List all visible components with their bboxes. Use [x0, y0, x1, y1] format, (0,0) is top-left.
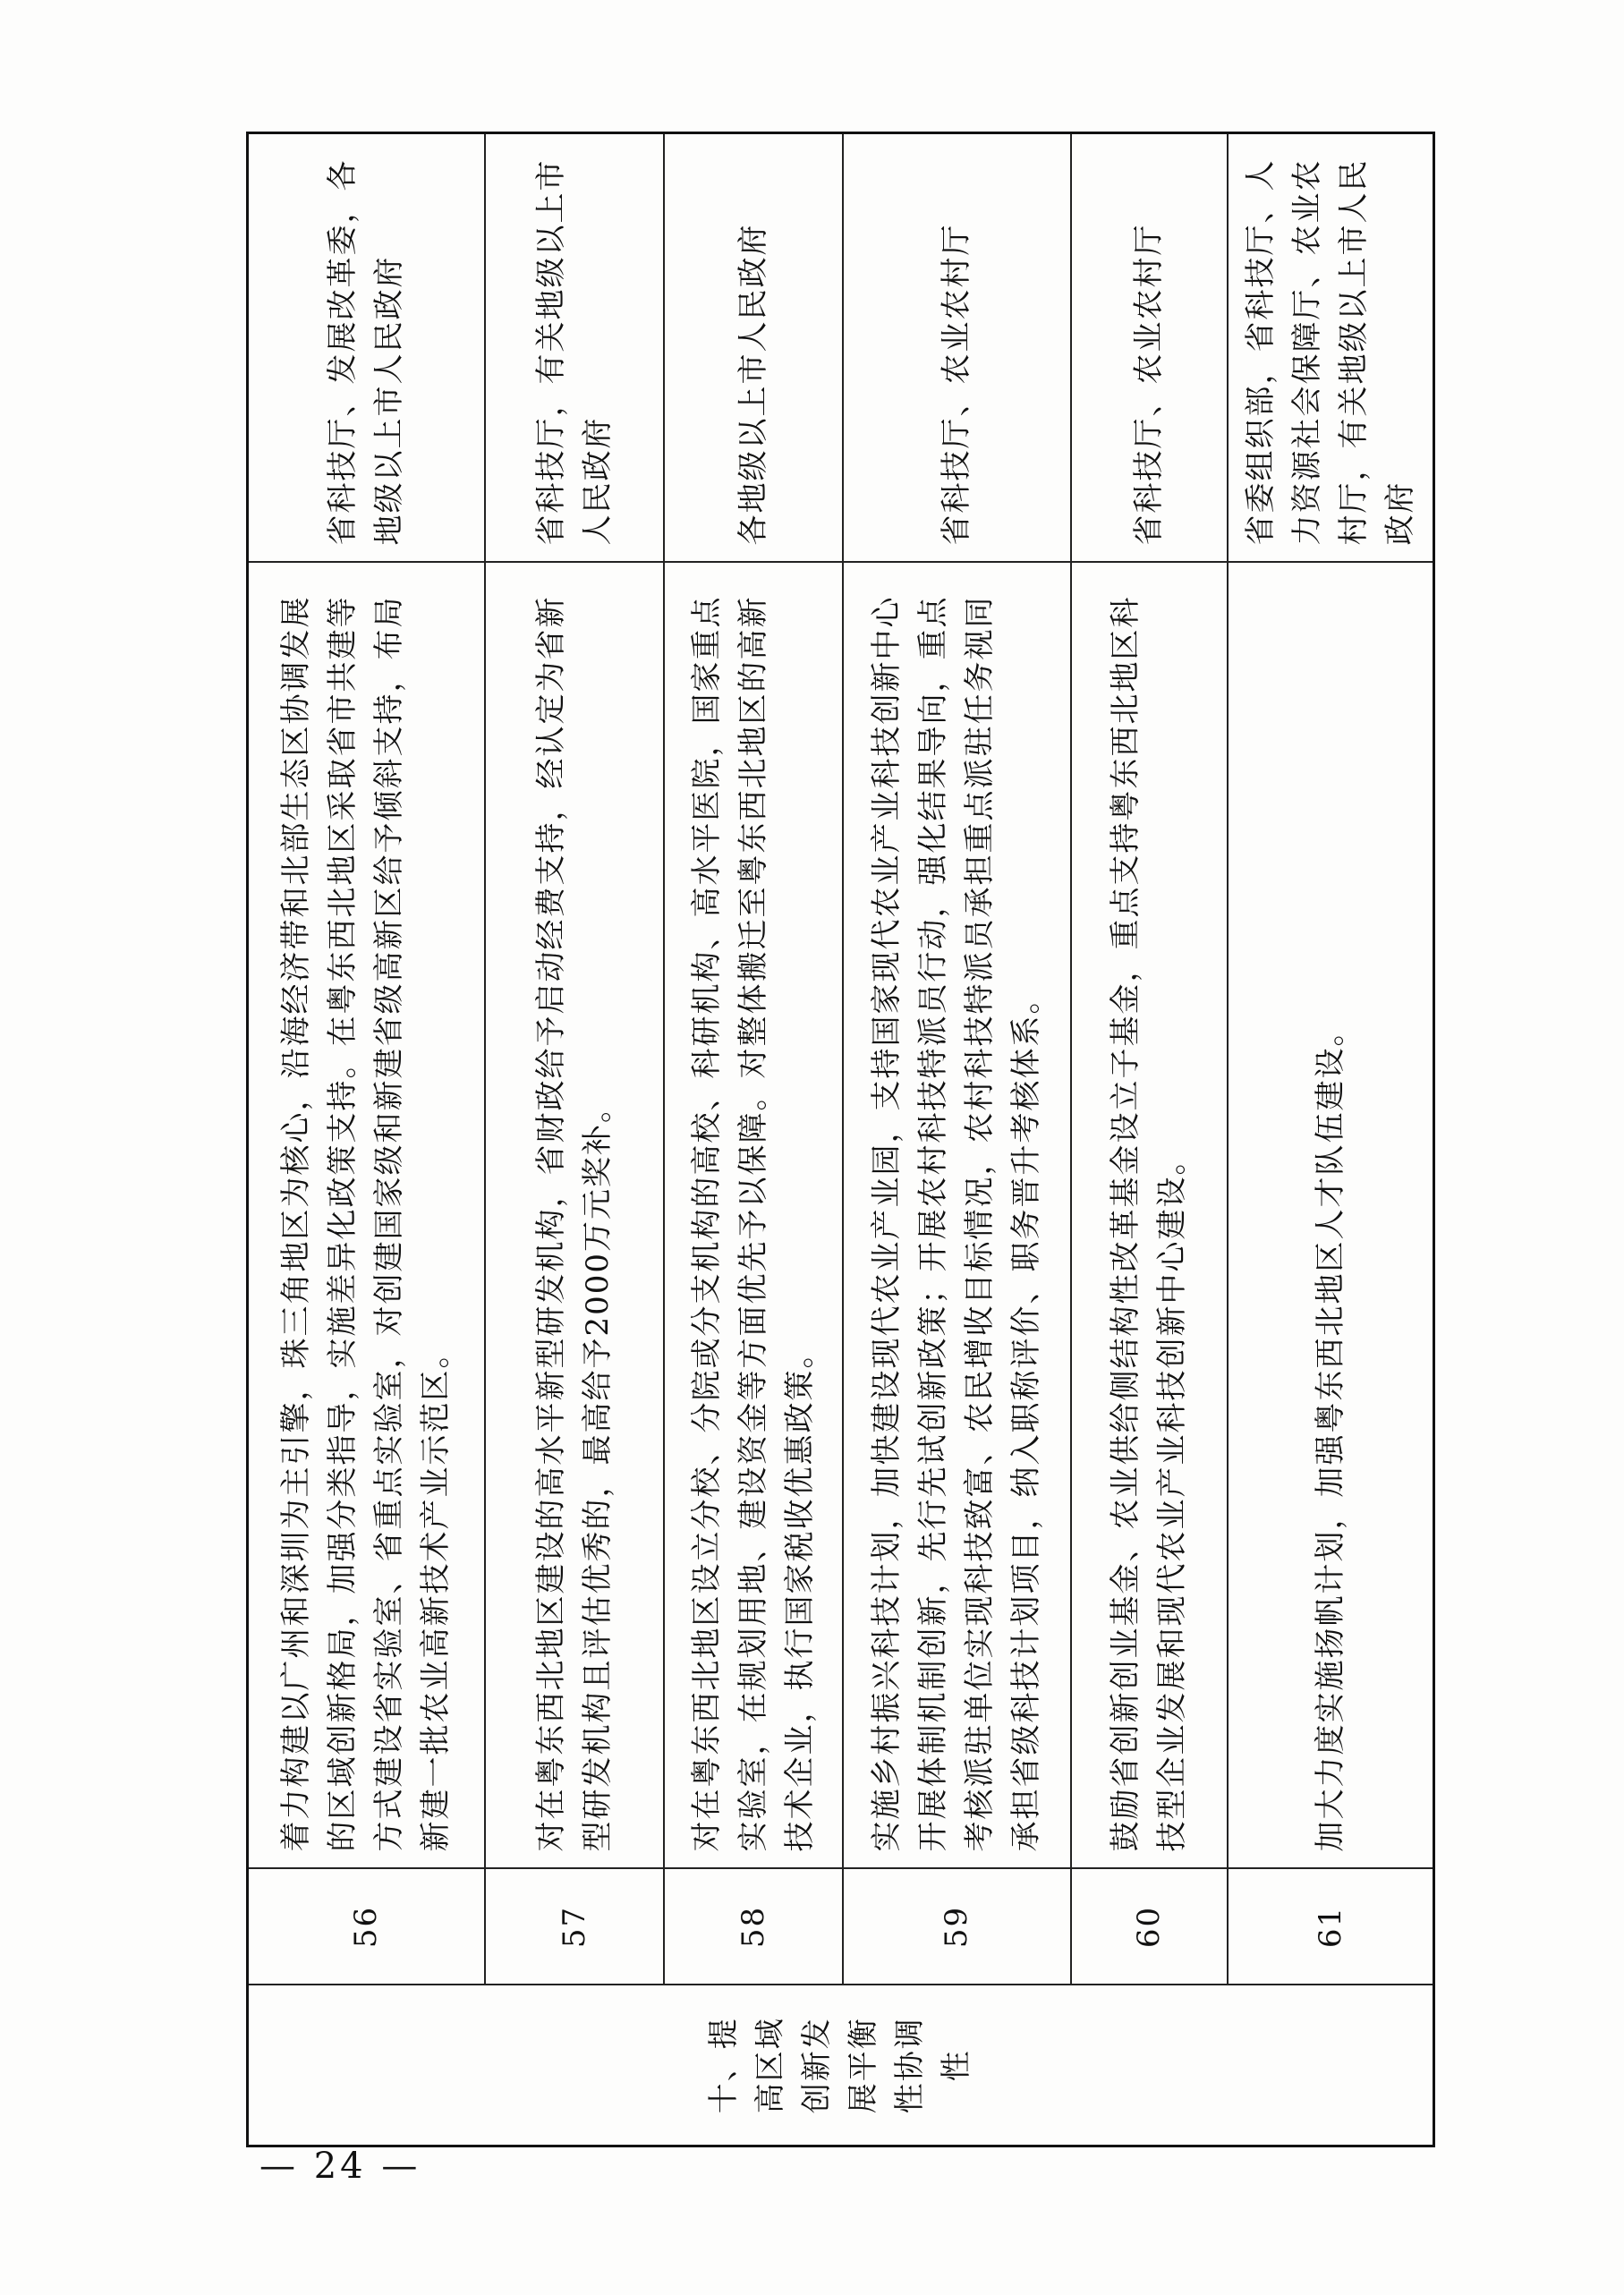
row-content: 鼓励省创新创业基金、农业供给侧结构性改革基金设立子基金，重点支持粤东西北地区科技型企业发展和现代农业产业科技创新中心建设。: [1071, 563, 1228, 1869]
table-row: [1228, 133, 1434, 2146]
row-department: 省科技厅、农业农村厅: [1071, 133, 1228, 563]
row-department: 省科技厅、发展改革委，各地级以上市人民政府: [248, 133, 485, 563]
page-number: — 24 —: [259, 2146, 421, 2187]
row-department: 各地级以上市人民政府: [664, 133, 843, 563]
category-cell: 十、提高区域创新发展平衡性协调性: [248, 1985, 1434, 2146]
table-row: [248, 133, 485, 2146]
row-number: 61: [1228, 1869, 1434, 1985]
policy-table: [246, 132, 1435, 2147]
row-number: 58: [664, 1869, 843, 1985]
table-row: [843, 133, 1071, 2146]
row-content: 对在粤东西北地区设立分校、分院或分支机构的高校、科研机构、高水平医院，国家重点实验室，在规划用地、建设资金等方面优先予以保障。对整体搬迁至粤东西北地区的高新技术企业，执行国家税收优惠政策。: [664, 563, 843, 1869]
row-number: 60: [1071, 1869, 1228, 1985]
row-content: 实施乡村振兴科技计划，加快建设现代农业产业园，支持国家现代农业产业科技创新中心开展体制机制创新，先行先试创新政策；开展农村科技特派员行动，强化结果导向，重点考核派驻单位实现科技致富、农民增收目标情况，农村科技特派员承担重点派驻任务视同承担省级科技计划项目，纳入职称评价、职务晋升考核体系。: [843, 563, 1071, 1869]
row-number: 59: [843, 1869, 1071, 1985]
table-row: [485, 133, 664, 2146]
row-number: 56: [248, 1869, 485, 1985]
row-content: 加大力度实施扬帆计划，加强粤东西北地区人才队伍建设。: [1228, 563, 1434, 1869]
row-department: 省委组织部，省科技厅、人力资源社会保障厅、农业农村厅，有关地级以上市人民政府: [1228, 133, 1434, 563]
row-content: 对在粤东西北地区建设的高水平新型研发机构，省财政给予启动经费支持，经认定为省新型研发机构且评估优秀的，最高给予2000万元奖补。: [485, 563, 664, 1869]
row-content: 着力构建以广州和深圳为主引擎，珠三角地区为核心，沿海经济带和北部生态区协调发展的区域创新格局，加强分类指导，实施差异化政策支持。在粤东西北地区采取省市共建等方式建设省实验室、省重点实验室，对创建国家级和新建省级高新区给予倾斜支持，布局新建一批农业高新技术产业示范区。: [248, 563, 485, 1869]
rotated-table: [246, 134, 1418, 2147]
row-department: 省科技厅，有关地级以上市人民政府: [485, 133, 664, 563]
table-row: [1071, 133, 1228, 2146]
row-number: 57: [485, 1869, 664, 1985]
row-department: 省科技厅、农业农村厅: [843, 133, 1071, 563]
rotated-table-frame: [246, 134, 1418, 2147]
table-row: [664, 133, 843, 2146]
